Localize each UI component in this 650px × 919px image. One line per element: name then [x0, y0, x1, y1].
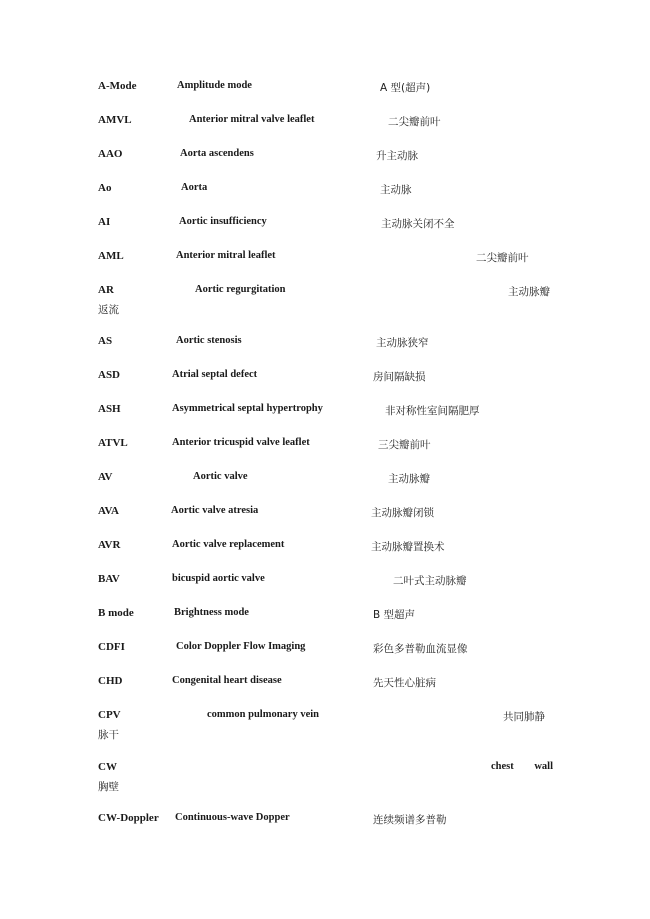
entry-chinese: 主动脉: [380, 184, 412, 196]
entry-abbreviation: AV: [98, 471, 113, 483]
entry-chinese: 主动脉瓣闭锁: [371, 507, 434, 519]
entry-chinese: 二尖瓣前叶: [476, 252, 529, 264]
entry-abbreviation: ASH: [98, 403, 121, 415]
entry-abbreviation: AS: [98, 335, 113, 347]
entry-abbreviation: AAO: [98, 148, 123, 160]
entry-chinese: 主动脉狭窄: [376, 337, 429, 349]
entry-chinese: 升主动脉: [376, 150, 418, 162]
entry-abbreviation: AVR: [98, 539, 121, 551]
entry-term: Continuous-wave Dopper: [175, 812, 290, 823]
entry-chinese: 先天性心脏病: [373, 677, 436, 689]
entry-term: Brightness mode: [174, 607, 249, 618]
entry-chinese: 主动脉关闭不全: [381, 218, 455, 230]
entry-term: Anterior mitral valve leaflet: [189, 114, 315, 125]
entry-chinese: A 型(超声): [380, 82, 431, 94]
entry-chinese: 连续频谱多普勒: [373, 814, 447, 826]
entry-abbreviation: A-Mode: [98, 80, 137, 92]
entry-chinese: 主动脉瓣: [388, 473, 430, 485]
entry-chinese: 二叶式主动脉瓣: [393, 575, 467, 587]
entry-abbreviation: CHD: [98, 675, 123, 687]
entry-chinese: 主动脉瓣置换术: [371, 541, 445, 553]
entry-chinese: 房间隔缺损: [373, 371, 426, 383]
entry-term: Aortic valve: [193, 471, 248, 482]
entry-abbreviation: CPV: [98, 709, 121, 721]
entry-term: Anterior mitral leaflet: [176, 250, 276, 261]
entry-chinese: B 型超声: [373, 609, 416, 621]
entry-abbreviation: CW-Doppler: [98, 812, 159, 824]
entry-chinese: 彩色多普勒血流显像: [373, 643, 468, 655]
entry-chinese: 三尖瓣前叶: [378, 439, 431, 451]
entry-term: Congenital heart disease: [172, 675, 282, 686]
entry-abbreviation: Ao: [98, 182, 112, 194]
entry-chinese: 非对称性室间隔肥厚: [385, 405, 480, 417]
entry-term: Aortic insufficiency: [179, 216, 267, 227]
entry-term: Color Doppler Flow Imaging: [176, 641, 306, 652]
entry-abbreviation: CW: [98, 761, 117, 773]
entry-chinese: 主动脉瓣: [508, 286, 550, 298]
entry-term: Aortic regurgitation: [195, 284, 286, 295]
entry-term: Atrial septal defect: [172, 369, 258, 380]
entry-chinese-continued: 胸壁: [98, 781, 119, 793]
entry-term: chest wall: [490, 761, 553, 772]
entry-abbreviation: B mode: [98, 607, 134, 619]
entry-term: Anterior tricuspid valve leaflet: [172, 437, 310, 448]
entry-chinese-continued: 返流: [98, 304, 119, 316]
entry-term: bicuspid aortic valve: [172, 573, 265, 584]
entry-abbreviation: CDFI: [98, 641, 125, 653]
entry-term: Aortic valve atresia: [171, 505, 259, 516]
entry-abbreviation: AMVL: [98, 114, 132, 126]
entry-term: common pulmonary vein: [207, 709, 320, 720]
entry-abbreviation: AR: [98, 284, 114, 296]
entry-term: Asymmetrical septal hypertrophy: [172, 403, 323, 414]
entry-abbreviation: BAV: [98, 573, 120, 585]
entry-term: Amplitude mode: [177, 80, 252, 91]
entry-abbreviation: AVA: [98, 505, 119, 517]
entry-abbreviation: AML: [98, 250, 124, 262]
entry-chinese: 共同肺静: [503, 711, 545, 723]
entry-chinese: 二尖瓣前叶: [388, 116, 441, 128]
entry-abbreviation: ASD: [98, 369, 121, 381]
entry-chinese-continued: 脉干: [98, 729, 119, 741]
entry-abbreviation: ATVL: [98, 437, 128, 449]
entry-term: Aorta: [181, 182, 208, 193]
entry-term: Aortic stenosis: [176, 335, 242, 346]
entry-term: Aortic valve replacement: [172, 539, 285, 550]
entry-term: Aorta ascendens: [180, 148, 254, 159]
entry-abbreviation: AI: [98, 216, 111, 228]
